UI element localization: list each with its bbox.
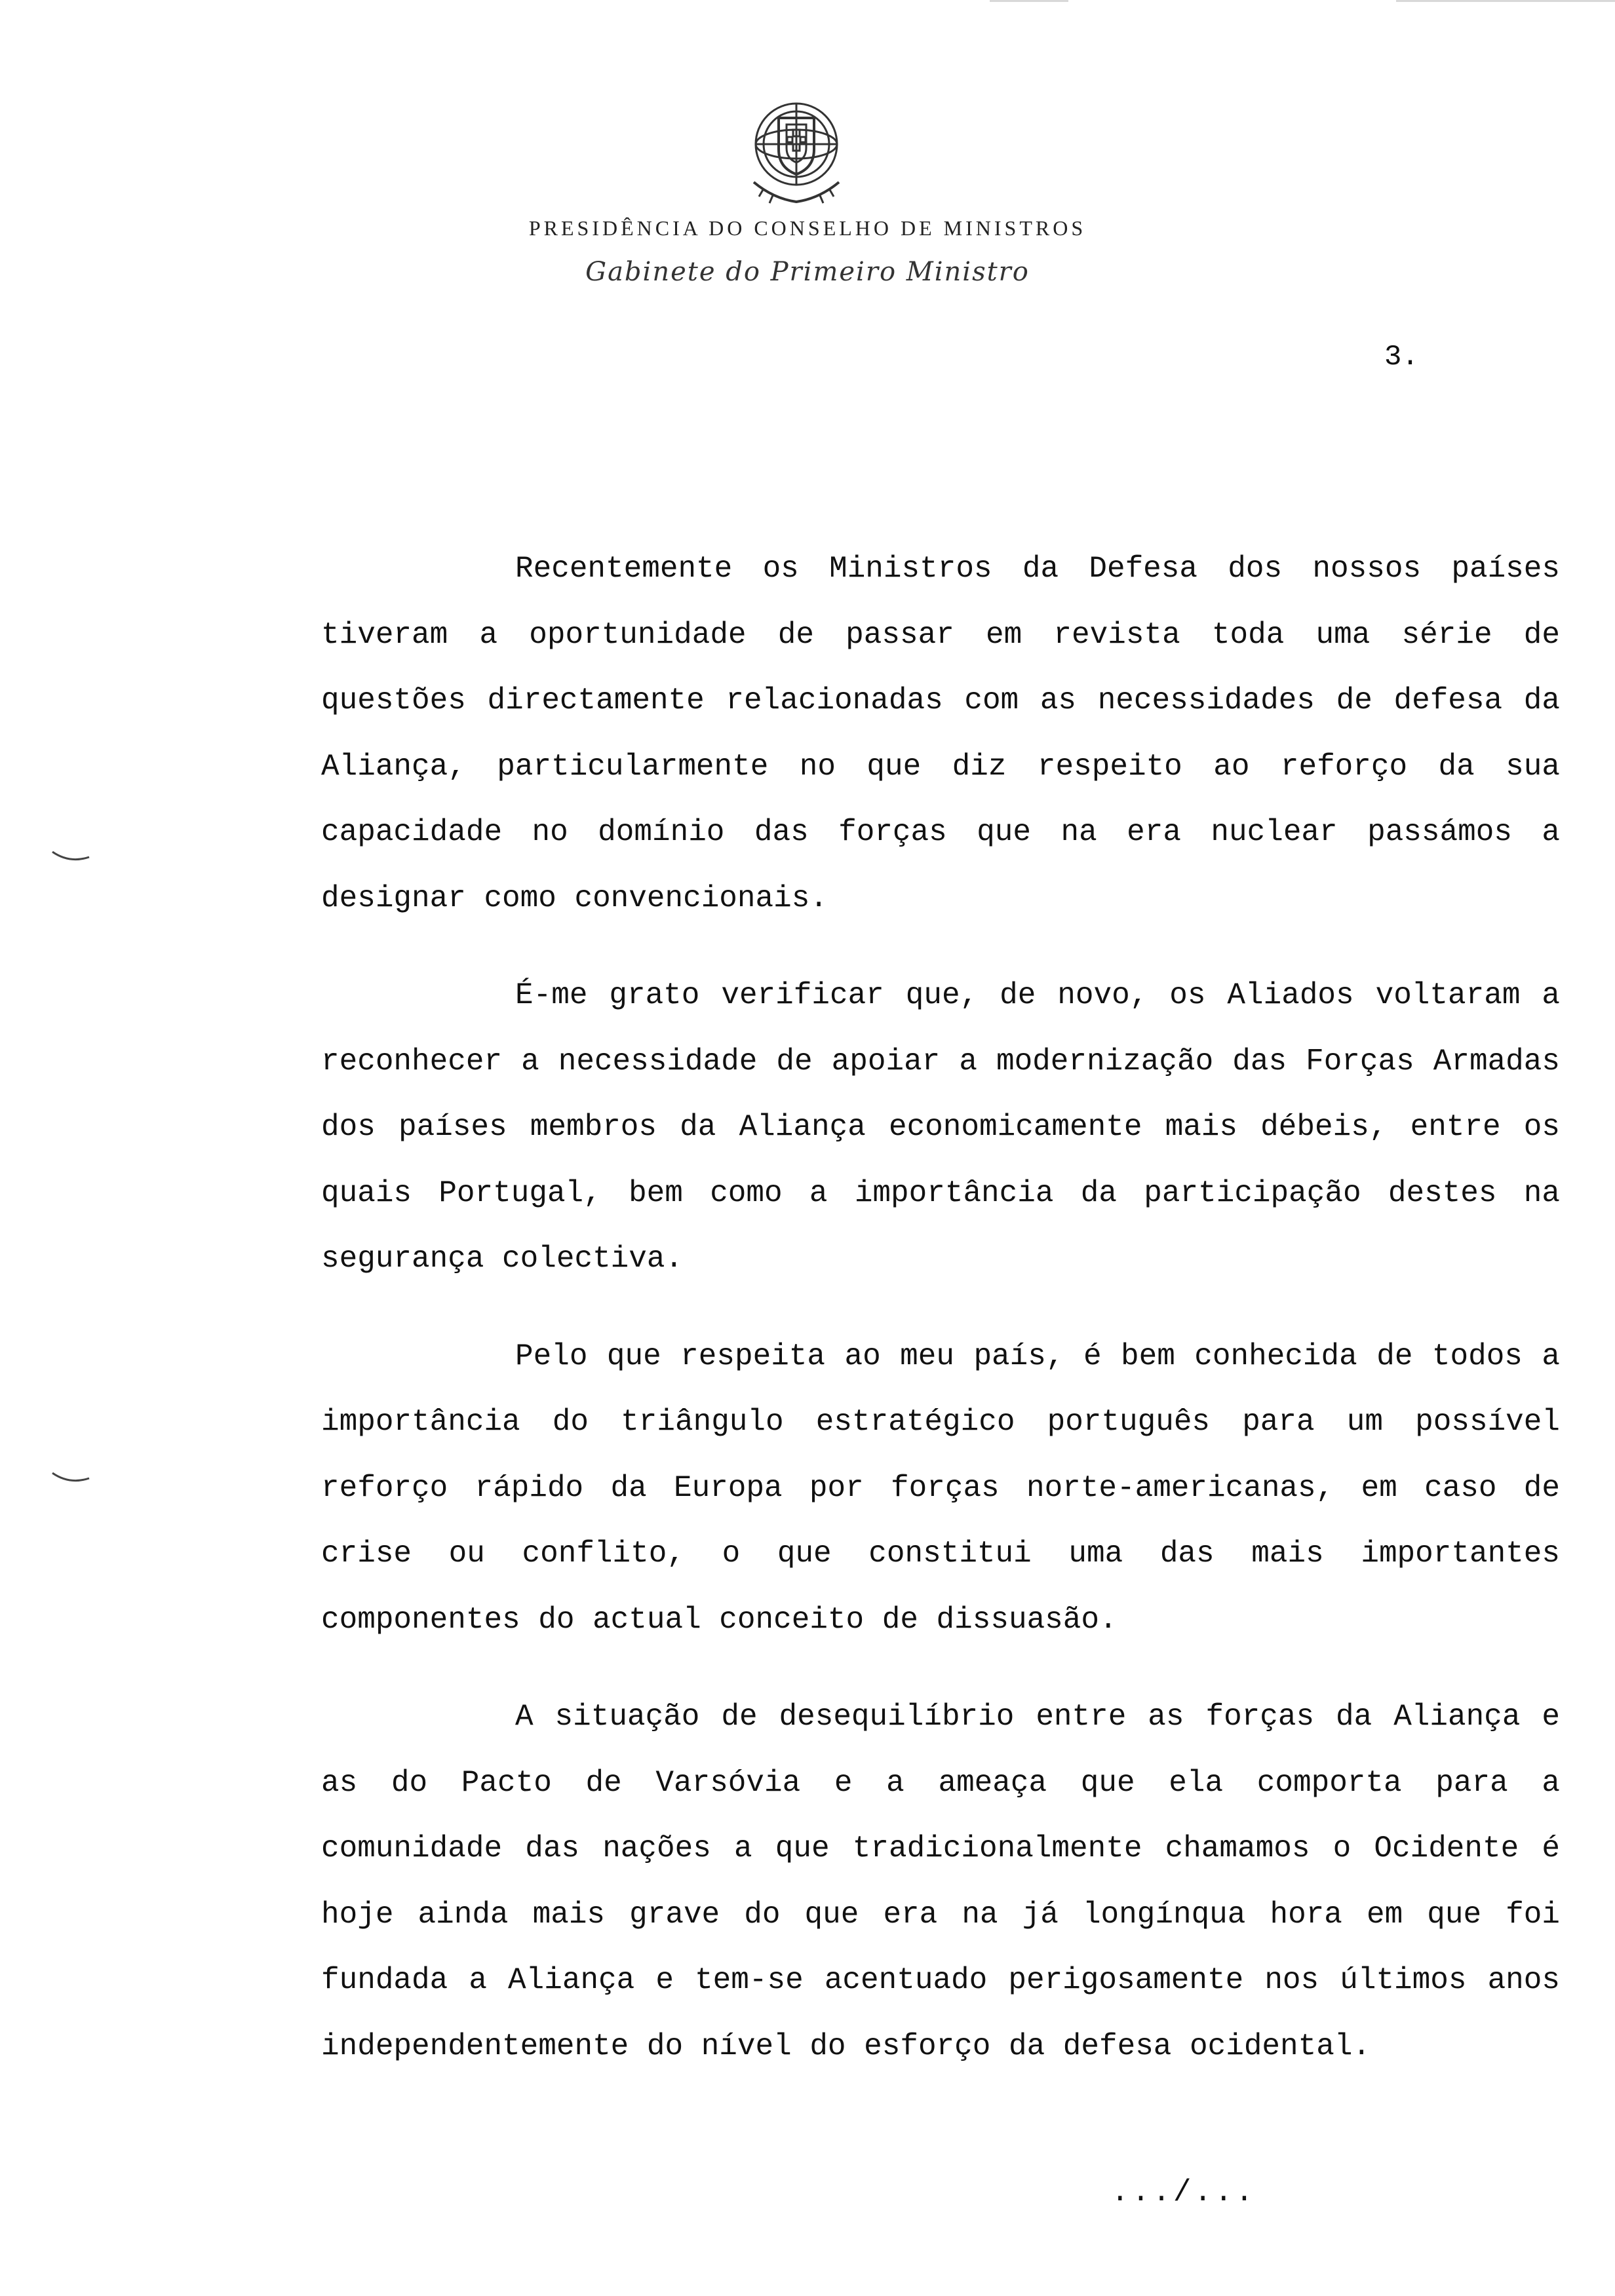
paragraph: Recentemente os Ministros da Defesa dos nossos países tiveram a oportunidade de passar em revista toda uma série de questões directamente relacionadas com as necessidades de defesa da Aliança, particularmente no que diz respeito ao reforço da sua capacidade no domínio das forças que na era nuclear passámos a designar como convencionais. [321,552,1560,915]
office-name: Gabinete do Primeiro Ministro [585,257,1030,287]
top-edge-mark-right [1396,0,1615,2]
portuguese-coat-of-arms-icon [728,84,865,215]
letter-body [321,536,1560,2111]
punch-hole-mark-upper [51,849,90,864]
continuation-marker: .../... [1111,2175,1256,2210]
top-edge-mark-left [990,0,1068,2]
page-number: 3. [1384,341,1419,373]
punch-hole-mark-lower [51,1470,90,1485]
paragraph: A situação de desequilíbrio entre as forças da Aliança e as do Pacto de Varsóvia e a ameaça que ela comporta para a comunidade das nações a que tradicionalmente chamamos o Ocidente é hoje ainda mais grave do que era na já longínqua hora em que foi fundada a Aliança e tem-se acentuado perigosamente nos últimos anos independentemente do nível do esforço da defesa ocidental. [321,1700,1560,2063]
institution-name: PRESIDÊNCIA DO CONSELHO DE MINISTROS [528,216,1087,240]
paragraph: Pelo que respeita ao meu país, é bem conhecida de todos a importância do triângulo estratégico português para um possível reforço rápido da Europa por forças norte-americanas, em caso de crise ou conflito, o que constitui uma das mais importantes componentes do actual conceito de dissuasão. [321,1339,1560,1637]
paragraph: É-me grato verificar que, de novo, os Aliados voltaram a reconhecer a necessidade de apoiar a modernização das Forças Armadas dos países membros da Aliança economicamente mais débeis, entre os quais Portugal, bem como a importância da participação destes na segurança colectiva. [321,978,1560,1276]
